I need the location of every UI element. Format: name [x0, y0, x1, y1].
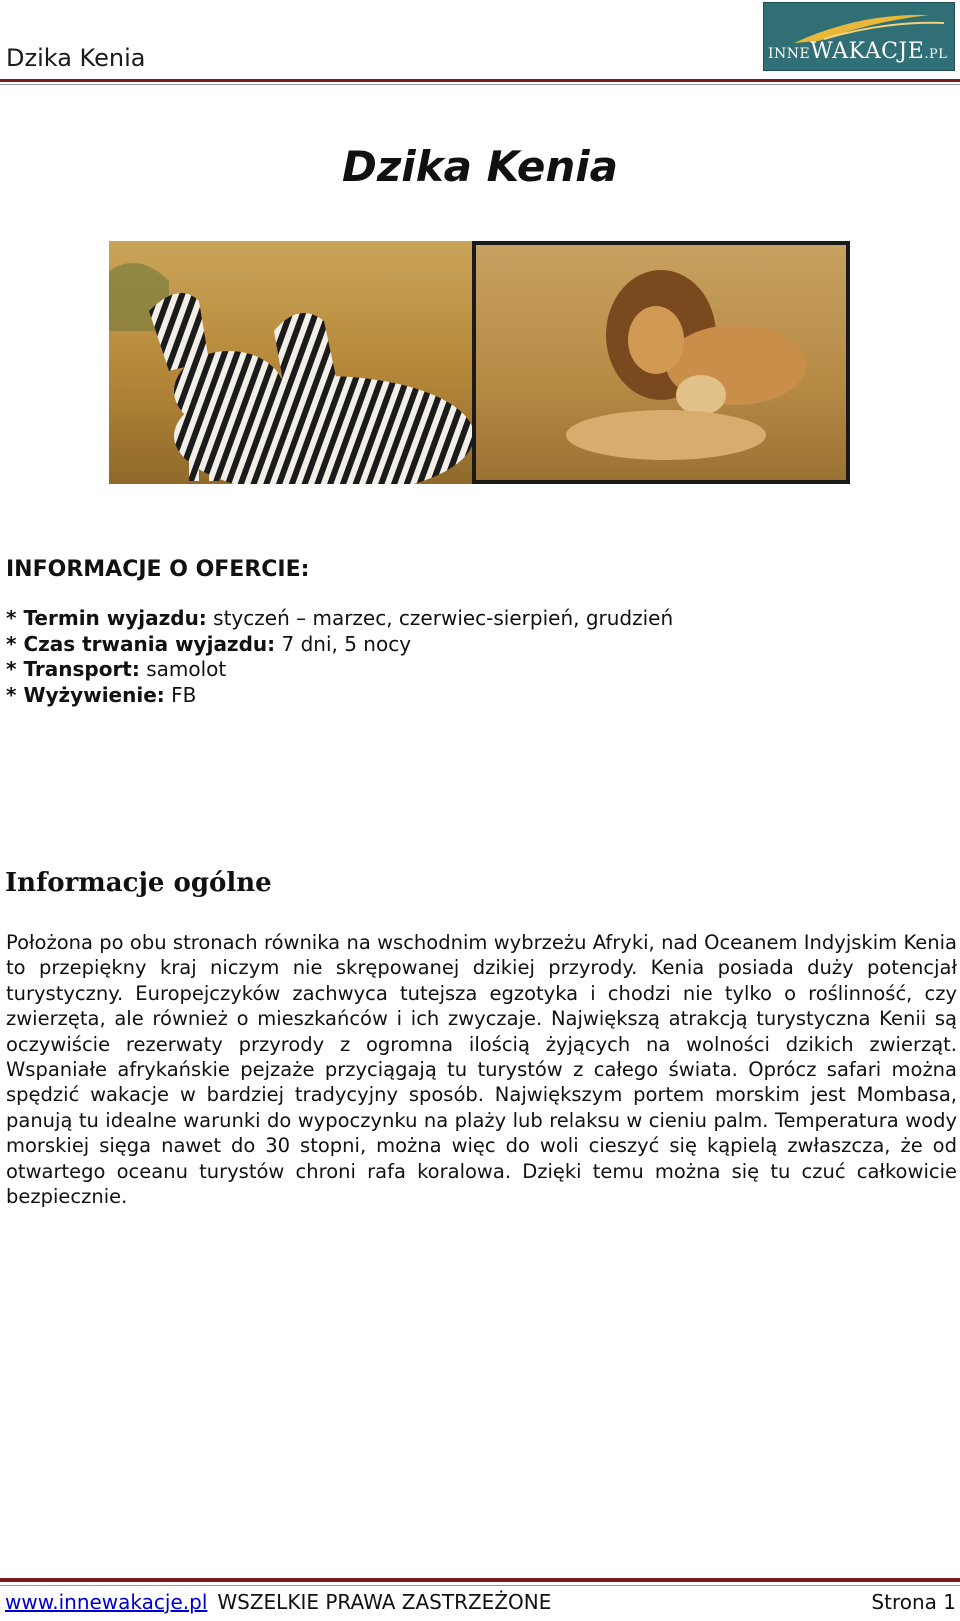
header-title: Dzika Kenia: [6, 44, 146, 72]
offer-heading: INFORMACJE O OFERCIE:: [6, 557, 310, 582]
zebras-photo: [109, 241, 472, 484]
footer: [5, 1590, 956, 1614]
general-info-text: Położona po obu stronach równika na wschodnim wybrzeżu Afryki, nad Oceanem Indyjskim Kenia to przepiękny kraj niczym nie skrępowanej dzikiej przyrody. Kenia posiada duży potencjał turystyczny. Europejczyków zachwyca tutejsza egzotyka i chodzi nie tylko o roślinność, czy zwierzęta, ale również o mieszkańców i ich zwyczaje. Największą atrakcją turystyczna Kenii są oczywiście rezerwaty przyrody z ogromna ilością żyjących na wolności dzikich zwierząt. Wspaniałe afrykańskie pejzaże przyciągają tu turystów z całego świata. Oprócz safari można spędzić wakacje w bardziej tradycyjny sposób. Największym portem morskim jest Mombasa, panują tu idealne warunki do wypoczynku na plaży lub relaksu w cieniu palm. Temperatura wody morskiej sięga nawet do 30 stopni, można więc do woli cieszyć się kąpielą zwłaszcza, że od otwartego oceanu turystów chroni rafa koralowa. Dzięki temu można się tu czuć całkowicie bezpiecznie.: [6, 931, 957, 1209]
footer-website-link[interactable]: www.innewakacje.pl: [5, 1590, 208, 1614]
general-info-heading: Informacje ogólne: [5, 868, 272, 898]
logo-text-big: WAKACJE: [810, 39, 925, 64]
footer-divider-thin: [0, 1585, 960, 1586]
page-title: Dzika Kenia: [342, 142, 618, 191]
page-number: Strona 1: [871, 1590, 956, 1614]
offer-item: * Czas trwania wyjazdu: 7 dni, 5 nocy: [6, 631, 412, 656]
header-divider-thin: [0, 84, 960, 85]
logo-text-suffix: .PL: [924, 47, 948, 62]
header-divider: [0, 79, 960, 82]
footer-rights: WSZELKIE PRAWA ZASTRZEŻONE: [217, 1590, 552, 1614]
offer-item: * Wyżywienie: FB: [6, 682, 197, 707]
offer-list: [6, 606, 673, 708]
lions-photo: [472, 241, 850, 484]
offer-item: * Termin wyjazdu: styczeń – marzec, czerwiec-sierpień, grudzień: [6, 606, 674, 630]
logo-text-small: INNE: [768, 46, 811, 62]
offer-item: * Transport: samolot: [6, 657, 227, 681]
innewakacje-logo[interactable]: [763, 2, 955, 71]
logo-text: [768, 39, 947, 64]
footer-divider: [0, 1578, 960, 1582]
